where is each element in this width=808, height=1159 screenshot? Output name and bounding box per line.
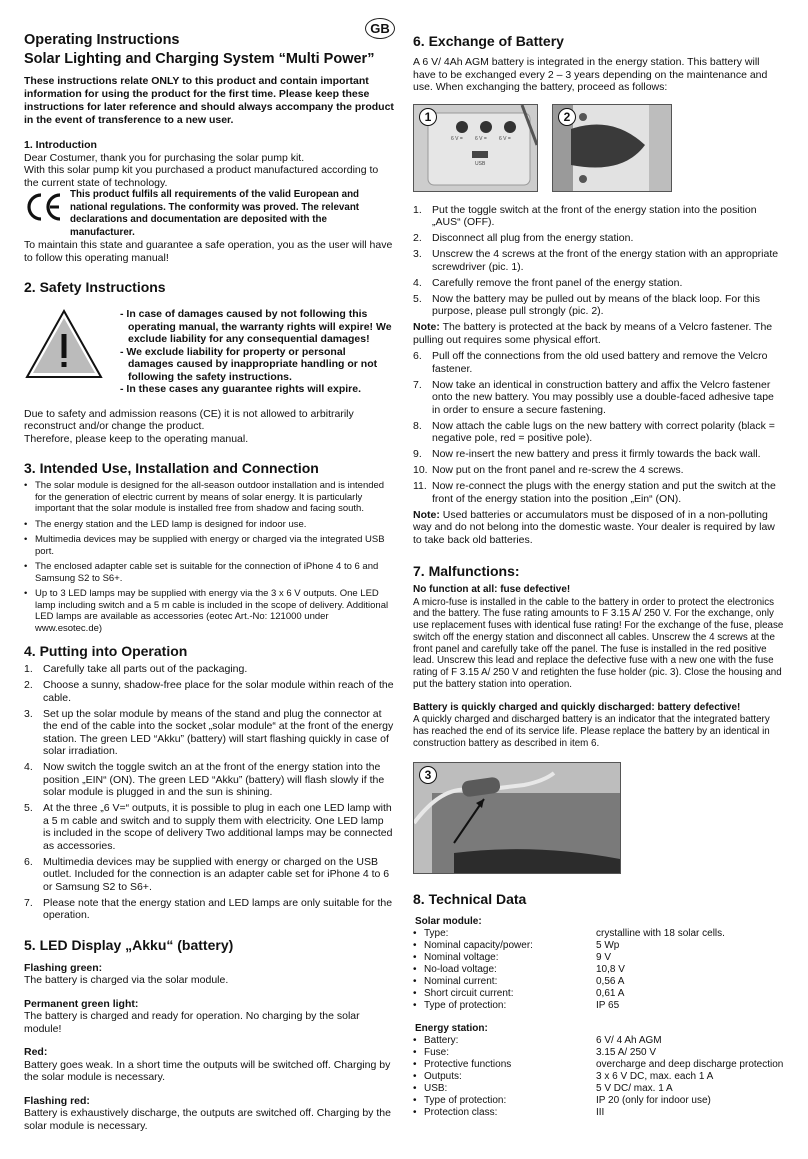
safety-warning-1: - In case of damages caused by not following this operating manual, the warranty rights will expire! We exclude liability for any consequential damages!	[120, 308, 392, 345]
operation-heading: 4. Putting into Operation	[24, 643, 188, 659]
led-state-head: Permanent green light:	[24, 997, 139, 1010]
spec-row: • Nominal current: 0,56 A	[413, 975, 625, 987]
battery-note-2: Note: Used batteries or accumulators must be disposed of in a non-polluting way and do not belong into the domestic waste. Your dealer is required by law to take back old batteries.	[413, 508, 775, 546]
solar-module-title: Solar module:	[415, 915, 482, 927]
list-item: 4. Carefully remove the front panel of the energy station.	[413, 276, 683, 289]
spec-row: • Outputs: 3 x 6 V DC, max. each 1 A	[413, 1070, 714, 1082]
technical-data	[413, 916, 784, 1119]
photo-1	[413, 104, 538, 192]
safety-p1: Due to safety and admission reasons (CE) it is not allowed to arbitrarily reconstruct and/or change the product.	[24, 407, 354, 432]
list-item: • Up to 3 LED lamps may be supplied with energy via the 3 x 6 V outputs. One LED lamp including switch and a 5 m cable is included in the scope of delivery. Additional LED lamps are available as accessories (eotec Art.-No: 121000 under www.esotec.de)	[24, 588, 394, 634]
pic1-label: 6 V =	[475, 135, 487, 142]
spec-row: • No-load voltage: 10,8 V	[413, 963, 625, 975]
led-state-head: Red:	[24, 1046, 48, 1058]
spec-row: • Battery: 6 V/ 4 Ah AGM	[413, 1034, 662, 1046]
photo-2	[552, 104, 672, 192]
battery-exchange-intro: A 6 V/ 4Ah AGM battery is integrated in the energy station. This battery will have to be exchanged every 2 – 3 years depending on the maintenance and use. When exchanging the battery, proceed as follows:	[413, 56, 768, 93]
list-item: 7. Now take an identical in construction battery and affix the Velcro fastener onto the new battery. You may possibly use a double-faced adhesive tape in order to ensure a secure fastening.	[413, 378, 774, 416]
list-item: 6. Pull off the connections from the old used battery and remove the Velcro fastener.	[413, 350, 768, 375]
spec-row: • USB: 5 V DC/ max. 1 A	[413, 1082, 673, 1094]
doc-title-line2: Solar Lighting and Charging System “Multi Power”	[24, 51, 375, 67]
list-item: 3. Set up the solar module by means of the stand and plug the connector at the end of the cable into the socket „solar module“ at the front of the energy station. The green LED “Akku” (battery) will start flashing quickly in case of solar irradiation.	[24, 707, 394, 757]
ce-block	[24, 189, 394, 239]
safety-warning-3: - In these cases any guarantee rights will expire.	[120, 383, 362, 395]
led-state-head: Flashing red:	[24, 1094, 90, 1107]
list-item: 2. Choose a sunny, shadow-free place for the solar module within reach of the cable.	[24, 679, 394, 704]
list-item: 8. Now attach the cable lugs on the new battery with correct polarity (black = negative pole, red = positive pole).	[413, 419, 775, 444]
led-state-text: Battery is exhaustively discharge, the outputs are switched off. Charging by the solar module is necessary.	[24, 1107, 391, 1132]
list-item: 2. Disconnect all plug from the energy station.	[413, 232, 634, 244]
pic1-label: 6 V =	[499, 135, 511, 142]
warning-triangle-icon	[24, 308, 104, 380]
safety-warning	[24, 308, 394, 396]
ce-text: This product fulfils all requirements of the valid European and national regulations. The conformity was proved. The relevant declarations and documentation are deposited with the manufacturer.	[70, 189, 360, 238]
operation-steps	[24, 663, 394, 922]
battery-steps-b	[413, 350, 784, 505]
battery-photos	[413, 104, 784, 192]
led-states	[24, 962, 394, 1133]
left-column	[24, 0, 394, 1132]
list-item: 5. Now the battery may be pulled out by means of the black loop. For this purpose, please pull strongly (pic. 2).	[413, 292, 761, 317]
pic1-label: USB	[475, 160, 486, 167]
safety-p2: Therefore, please keep to the operating manual.	[24, 432, 249, 445]
spec-row: • Short circuit current: 0,61 A	[413, 987, 625, 999]
right-column	[413, 0, 784, 1119]
ce-mark-icon	[24, 189, 64, 225]
spec-row: • Type: crystalline with 18 solar cells.	[413, 927, 725, 939]
pic1-label: 6 V =	[451, 135, 463, 142]
technical-data-heading: 8. Technical Data	[413, 890, 527, 907]
spec-row: • Protection class: III	[413, 1106, 605, 1118]
list-item: • The enclosed adapter cable set is suitable for the connection of iPhone 4 to 6 and Samsung S2 to S6+.	[24, 561, 394, 584]
intended-use-heading: 3. Intended Use, Installation and Connection	[24, 460, 319, 476]
intro-notice: These instructions relate ONLY to this product and contain important information for using the product for the first time. Please keep these instructions for later reference and should always accompany the product in the event of transference to a new user.	[24, 75, 394, 126]
led-state-text: The battery is charged and ready for operation. No charging by the solar module!	[24, 1010, 360, 1035]
led-state-text: The battery is charged via the solar module.	[24, 974, 229, 986]
list-item: 10. Now put on the front panel and re-screw the 4 screws.	[413, 464, 684, 476]
led-state-text: Battery goes weak. In a short time the outputs will be switched off. Charging by the solar module is necessary.	[24, 1058, 391, 1083]
energy-station-title: Energy station:	[415, 1022, 488, 1034]
spec-row: • Type of protection: IP 65	[413, 999, 620, 1011]
spec-row: • Nominal capacity/power: 5 Wp	[413, 939, 620, 951]
intro-p2: With this solar pump kit you purchased a product manufactured according to the current state of technology.	[24, 164, 379, 189]
spec-row: • Type of protection: IP 20 (only for indoor use)	[413, 1094, 711, 1106]
intro-heading: 1. Introduction	[24, 139, 97, 151]
malfunction-battery-text: A quickly charged and discharged battery is an indicator that the integrated battery has reached the end of its service life. Please replace the battery by an identical in construction battery as described in item 6.	[413, 714, 770, 749]
list-item: • The solar module is designed for the all-season outdoor installation and is intended for the generation of electric current by means of solar energy. It is particularly important that the solar module is installed free from shadow and facing south.	[24, 480, 394, 515]
safety-warning-2: - We exclude liability for property or personal damages caused by inappropriate handling or not following the safety instructions.	[120, 345, 378, 383]
photo-number: 1	[419, 108, 437, 126]
list-item: 4. Now switch the toggle switch an at the front of the energy station into the position „EIN“ (ON). The green LED “Akku” (battery) will flash slowly if the solar module is plugged in and the sun is shining.	[24, 761, 385, 798]
led-display-heading: 5. LED Display „Akku“ (battery)	[24, 936, 234, 953]
intro-p3: To maintain this state and guarantee a safe operation, you as the user will have to follow this operating manual!	[24, 239, 393, 264]
spec-row: • Protective functions overcharge and deep discharge protection	[413, 1058, 784, 1070]
battery-note-1: Note: The battery is protected at the back by means of a Velcro fastener. The pulling out requires some physical effort.	[413, 321, 773, 346]
list-item: 9. Now re-insert the new battery and press it firmly towards the back wall.	[413, 448, 761, 460]
safety-heading: 2. Safety Instructions	[24, 279, 166, 295]
malfunctions-heading: 7. Malfunctions:	[413, 563, 520, 579]
photo-number: 3	[419, 766, 437, 784]
language-badge: GB	[365, 18, 395, 39]
list-item: 11. Now re-connect the plugs with the energy station and put the switch at the front of the energy station into the position „Ein“ (ON).	[413, 480, 776, 505]
list-item: • Multimedia devices may be supplied with energy or charged via the integrated USB port.	[24, 534, 394, 557]
malfunction-fuse-heading: No function at all: fuse defective!	[413, 584, 571, 595]
spec-row: • Nominal voltage: 9 V	[413, 951, 612, 963]
malfunction-fuse-text: A micro-fuse is installed in the cable to the battery in order to protect the electronics and the battery. The fuse rating amounts to F 3.15 A/ 250 V. For the exchange, only use replacement fuses with identical fuse rating! For the exchange of the fuse, please switch off the energy station and disconnect all cables. Unscrew the 4 screws at the front panel and carefully take off the panel. The fuse is installed in the red positive lead. Unscrew this lead and replace the defective fuse with a new one with the fuse rating of F 3.15 A/ 250 V and retighten the fuse holder (pic. 3). Close the housing and put the battery station into operation.	[413, 596, 784, 691]
list-item: 1. Carefully take all parts out of the packaging.	[24, 663, 248, 675]
intended-use-list	[24, 480, 394, 634]
photo-3	[413, 762, 621, 874]
list-item: 1. Put the toggle switch at the front of the energy station into the position „AUS“ (OFF).	[413, 203, 757, 228]
battery-exchange-heading: 6. Exchange of Battery	[413, 33, 564, 49]
list-item: 5. At the three „6 V=“ outputs, it is possible to plug in each one LED lamp with a 5 m cable and switch and to supply them with electricity. One LED lamp is included in the scope of delivery Two additional lamps may be connected as accessories.	[24, 802, 393, 852]
malfunction-battery-heading: Battery is quickly charged and quickly discharged: battery defective!	[413, 701, 741, 713]
doc-title-line1: Operating Instructions	[24, 32, 180, 48]
list-item: 3. Unscrew the 4 screws at the front of the energy station with an appropriate screwdriver (pic. 1).	[413, 248, 779, 273]
intro-p1: Dear Costumer, thank you for purchasing the solar pump kit.	[24, 151, 305, 164]
fuse-holder-icon	[414, 763, 620, 873]
list-item: • The energy station and the LED lamp is designed for indoor use.	[24, 519, 394, 531]
led-state-head: Flashing green:	[24, 961, 103, 974]
photo-number: 2	[558, 108, 576, 126]
battery-steps-a	[413, 204, 784, 318]
spec-row: • Fuse: 3.15 A/ 250 V	[413, 1046, 657, 1058]
list-item: 7. Please note that the energy station and LED lamps are only suitable for the operation.	[24, 896, 393, 921]
list-item: 6. Multimedia devices may be supplied with energy or charged on the USB outlet. Included for the connection is an adapter cable set for iPhone 4 to 6 or Samsung S2 to S6+.	[24, 855, 390, 893]
